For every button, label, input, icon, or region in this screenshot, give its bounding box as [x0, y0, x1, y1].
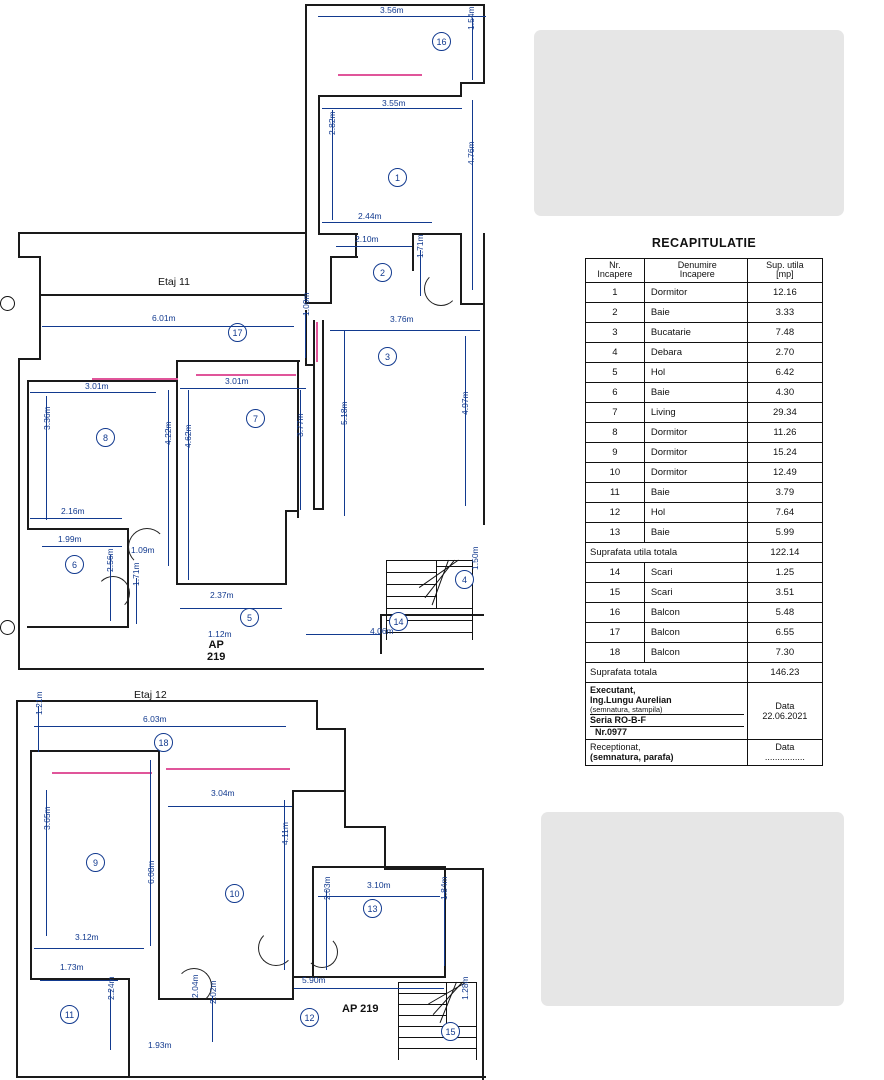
table-row [586, 442, 823, 462]
cell-suprafata: 6.42 [747, 362, 822, 382]
wall [176, 583, 286, 585]
wall [313, 508, 323, 510]
dim-1.71m: 1.71m [415, 234, 425, 258]
dim-line [330, 330, 480, 331]
dim-line [472, 100, 473, 290]
floor-label-etaj-12: Etaj 12 [134, 689, 167, 701]
cell-denumire: Baie [644, 302, 747, 322]
dim-4.62m: 4.62m [183, 424, 193, 448]
cell-denumire: Living [644, 402, 747, 422]
cell-denumire: Balcon [644, 622, 747, 642]
wall [460, 233, 462, 305]
door-swing [96, 576, 130, 610]
balcony-glazing [52, 772, 152, 774]
dim-1.50m: 1.50m [470, 546, 480, 570]
dim-3.56m: 3.56m [380, 5, 404, 15]
dim-line [42, 546, 122, 547]
dim-line [42, 326, 294, 327]
executant-block [586, 682, 748, 739]
cell-nr: 14 [586, 562, 645, 582]
cell-nr: 4 [586, 342, 645, 362]
room-number-1: 1 [388, 168, 407, 187]
subtotal-row-label: Suprafata utila totala [586, 542, 748, 562]
cell-nr: 5 [586, 362, 645, 382]
data-block-2 [747, 739, 822, 765]
table-header-row [586, 259, 823, 283]
header-sup-line2: [mp] [776, 269, 794, 280]
cell-nr: 11 [586, 482, 645, 502]
wall [384, 826, 386, 870]
dim-2.82m: 2.82m [327, 111, 337, 135]
header-denumire [644, 259, 747, 283]
wall [30, 750, 160, 752]
executant-serie: Seria RO-B-F [590, 714, 744, 725]
cell-suprafata: 7.30 [747, 642, 822, 662]
dim-1.28m: 1.28m [460, 976, 470, 1000]
dim-1.12m: 1.12m [208, 629, 232, 639]
cell-suprafata: 12.49 [747, 462, 822, 482]
cell-suprafata: 6.55 [747, 622, 822, 642]
wall [322, 320, 324, 510]
dim-5.18m: 5.18m [339, 401, 349, 425]
header-nr [586, 259, 645, 283]
cell-denumire: Dormitor [644, 422, 747, 442]
wall [460, 303, 485, 305]
room-number-7: 7 [246, 409, 265, 428]
dim-line [318, 896, 440, 897]
cell-denumire: Hol [644, 502, 747, 522]
dim-line [444, 890, 445, 966]
room-number-18: 18 [154, 733, 173, 752]
cell-denumire: Balcon [644, 602, 747, 622]
wall [318, 95, 462, 97]
dim-line [34, 948, 144, 949]
cell-nr: 1 [586, 282, 645, 302]
total-row-value: 146.23 [747, 662, 822, 682]
subtotal-row [586, 542, 823, 562]
table-row [586, 382, 823, 402]
wall [312, 866, 446, 868]
wall [344, 826, 386, 828]
wall [27, 626, 127, 628]
dim-3.12m: 3.12m [75, 932, 99, 942]
balcony-glazing [166, 768, 290, 770]
cell-denumire: Dormitor [644, 462, 747, 482]
cell-denumire: Hol [644, 362, 747, 382]
cell-suprafata: 15.24 [747, 442, 822, 462]
data-value-1: 22.06.2021 [762, 710, 808, 721]
recap-title: RECAPITULATIE [651, 236, 757, 250]
wall [285, 510, 299, 512]
wall [158, 750, 160, 1000]
cell-denumire: Balcon [644, 642, 747, 662]
dim-line [306, 634, 380, 635]
dim-line [305, 312, 306, 358]
dim-4.06m: 4.06m [370, 626, 394, 636]
dim-line [322, 108, 462, 109]
signature-executant-row [586, 682, 823, 739]
dim-6.08m: 6.08m [146, 860, 156, 884]
header-den-line2: Incapere [679, 269, 715, 280]
balcony-glazing [338, 74, 422, 76]
dim-line [300, 390, 301, 510]
cell-suprafata: 1.25 [747, 562, 822, 582]
wall [316, 728, 346, 730]
table-row [586, 362, 823, 382]
wall [39, 294, 305, 296]
room-number-3: 3 [378, 347, 397, 366]
recap-table [585, 258, 823, 766]
wall [318, 233, 358, 235]
dim-line [336, 246, 412, 247]
dim-line [465, 336, 466, 506]
dim-line [168, 806, 292, 807]
room-number-8: 8 [96, 428, 115, 447]
cell-denumire: Scari [644, 582, 747, 602]
total-row-label: Suprafata totala [586, 662, 748, 682]
cell-nr: 3 [586, 322, 645, 342]
executant-name: Ing.Lungu Aurelian [590, 695, 672, 706]
header-den-line1: Denumire [677, 260, 717, 270]
balcony-glazing [316, 322, 318, 362]
cell-suprafata: 2.70 [747, 342, 822, 362]
cell-nr: 12 [586, 502, 645, 522]
dim-3.65m: 3.65m [42, 806, 52, 830]
wall [39, 294, 41, 360]
wall [128, 978, 130, 1078]
table-row [586, 642, 823, 662]
dim-1.09m-b: 1.09m [131, 545, 155, 555]
dim-line [30, 518, 122, 519]
data-block-1 [747, 682, 822, 739]
dim-2.04m: 2.04m [190, 974, 200, 998]
cell-denumire: Baie [644, 482, 747, 502]
dim-line [180, 608, 282, 609]
wall [16, 1076, 486, 1078]
room-number-10: 10 [225, 884, 244, 903]
redaction-box-bottom [541, 812, 844, 1006]
data-value-2: ................ [764, 752, 805, 763]
header-nr-line1: Nr. [609, 260, 621, 270]
dim-4.11m: 4.11m [280, 822, 290, 845]
edge-marker-1 [0, 296, 15, 311]
wall [318, 95, 320, 235]
dim-line [326, 890, 327, 970]
room-number-16: 16 [432, 32, 451, 51]
room-number-4: 4 [455, 570, 474, 589]
executant-label: Executant, [590, 684, 636, 695]
wall [18, 232, 20, 258]
dim-line [168, 390, 169, 566]
dim-1.84m: 1.84m [439, 876, 449, 900]
receptionat-block [586, 739, 748, 765]
dim-4.22m: 4.22m [163, 421, 173, 445]
table-row [586, 342, 823, 362]
wall [412, 233, 414, 271]
door-swing [424, 272, 458, 306]
table-row [586, 482, 823, 502]
dim-4.76m: 4.76m [466, 141, 476, 165]
cell-denumire: Dormitor [644, 442, 747, 462]
dim-line [30, 392, 156, 393]
cell-suprafata: 11.26 [747, 422, 822, 442]
wall [460, 82, 485, 84]
table-row [586, 502, 823, 522]
room-number-12: 12 [300, 1008, 319, 1027]
dim-line [34, 726, 286, 727]
wall [483, 233, 485, 525]
cell-nr: 7 [586, 402, 645, 422]
dim-1.09m: 1.09m [301, 292, 311, 316]
table-row [586, 522, 823, 542]
cell-nr: 2 [586, 302, 645, 322]
dim-2.24m: 2.24m [106, 976, 116, 1000]
dim-2.10m: 2.10m [355, 234, 379, 244]
cell-suprafata: 3.51 [747, 582, 822, 602]
wall [344, 728, 346, 828]
executant-nr: Nr.0977 [590, 726, 744, 737]
dim-4.97m: 4.97m [460, 391, 470, 415]
dim-3.36m: 3.36m [42, 406, 52, 430]
dim-1.71m-b: 1.71m [131, 562, 141, 586]
dim-3.10m: 3.10m [367, 880, 391, 890]
apartment-tag-lower: AP 219 [342, 1003, 379, 1015]
table-row [586, 322, 823, 342]
header-suprafata [747, 259, 822, 283]
table-row [586, 402, 823, 422]
cell-denumire: Dormitor [644, 282, 747, 302]
wall [176, 360, 178, 585]
wall [27, 528, 127, 530]
cell-nr: 13 [586, 522, 645, 542]
table-row [586, 582, 823, 602]
wall [384, 868, 484, 870]
room-number-6: 6 [65, 555, 84, 574]
redaction-box-top [534, 30, 844, 216]
cell-nr: 6 [586, 382, 645, 402]
cell-nr: 16 [586, 602, 645, 622]
cell-suprafata: 5.48 [747, 602, 822, 622]
wall [460, 82, 462, 96]
room-number-14: 14 [389, 612, 408, 631]
wall [305, 4, 307, 304]
dim-1.73m: 1.73m [60, 962, 84, 972]
table-row [586, 622, 823, 642]
dim-2.03m: 2.03m [322, 876, 332, 900]
dim-6.03m: 6.03m [143, 714, 167, 724]
door-swing [258, 930, 294, 966]
dim-2.02m: 2.02m [208, 980, 218, 1004]
wall [18, 232, 306, 234]
dim-2.44m: 2.44m [358, 211, 382, 221]
receptionat-note: (semnatura, parafa) [590, 752, 674, 763]
cell-denumire: Bucatarie [644, 322, 747, 342]
dim-1.99m: 1.99m [58, 534, 82, 544]
cell-nr: 17 [586, 622, 645, 642]
dim-1.21m: 1.21m [34, 691, 44, 715]
table-row [586, 602, 823, 622]
signature-receptionat-row [586, 739, 823, 765]
cell-suprafata: 7.48 [747, 322, 822, 342]
dim-line [294, 988, 444, 989]
cell-nr: 18 [586, 642, 645, 662]
dim-2.16m: 2.16m [61, 506, 85, 516]
wall [330, 256, 332, 304]
wall [313, 320, 315, 510]
dim-line [188, 390, 189, 580]
cell-nr: 10 [586, 462, 645, 482]
dim-line [318, 16, 486, 17]
dim-3.76m: 3.76m [390, 314, 414, 324]
wall [297, 360, 299, 518]
table-row [586, 282, 823, 302]
table-row [586, 562, 823, 582]
cell-denumire: Debara [644, 342, 747, 362]
cell-nr: 8 [586, 422, 645, 442]
wall [482, 868, 484, 1080]
apartment-tag-line1: AP [208, 639, 224, 651]
cell-suprafata: 29.34 [747, 402, 822, 422]
dim-1.93m: 1.93m [148, 1040, 172, 1050]
dim-3.04m: 3.04m [211, 788, 235, 798]
wall [292, 790, 294, 1000]
executant-note: (semnatura, stampila) [590, 704, 663, 714]
header-nr-line2: Incapere [597, 269, 633, 280]
total-row [586, 662, 823, 682]
dim-1.54m: 1.54m [466, 6, 476, 30]
subtotal-row-value: 122.14 [747, 542, 822, 562]
edge-marker-2 [0, 620, 15, 635]
dim-3.01m-a: 3.01m [85, 381, 109, 391]
apartment-tag-line2: 219 [207, 650, 226, 663]
cell-suprafata: 7.64 [747, 502, 822, 522]
dim-line [322, 222, 432, 223]
receptionat-label: Receptionat, [590, 741, 641, 752]
cell-denumire: Scari [644, 562, 747, 582]
room-number-9: 9 [86, 853, 105, 872]
table-row [586, 462, 823, 482]
room-number-2: 2 [373, 263, 392, 282]
wall [176, 360, 300, 362]
cell-denumire: Baie [644, 382, 747, 402]
dim-line [180, 388, 306, 389]
dim-6.01m: 6.01m [152, 313, 176, 323]
dim-3.77m: 3.77m [295, 413, 305, 437]
wall [18, 256, 40, 258]
cell-suprafata: 12.16 [747, 282, 822, 302]
cell-denumire: Baie [644, 522, 747, 542]
wall [16, 700, 18, 1078]
balcony-glazing [92, 378, 178, 380]
dim-3.55m: 3.55m [382, 98, 406, 108]
floor-label-etaj-11: Etaj 11 [158, 276, 190, 288]
room-number-15: 15 [441, 1022, 460, 1041]
cell-suprafata: 4.30 [747, 382, 822, 402]
table-row [586, 422, 823, 442]
dim-2.37m: 2.37m [210, 590, 234, 600]
data-label-2: Data [775, 741, 795, 752]
wall [18, 668, 484, 670]
wall [285, 510, 287, 585]
room-number-11: 11 [60, 1005, 79, 1024]
wall [292, 790, 344, 792]
table-row [586, 302, 823, 322]
room-number-17: 17 [228, 323, 247, 342]
header-sup-line1: Sup. utila [766, 260, 804, 270]
cell-suprafata: 3.79 [747, 482, 822, 502]
wall [158, 998, 294, 1000]
room-number-5: 5 [240, 608, 259, 627]
dim-line [150, 760, 151, 946]
dim-2.56m: 2.56m [105, 548, 115, 572]
data-label-1: Data [775, 700, 795, 711]
wall [30, 750, 32, 980]
cell-nr: 15 [586, 582, 645, 602]
cell-nr: 9 [586, 442, 645, 462]
room-number-13: 13 [363, 899, 382, 918]
wall [39, 256, 41, 296]
wall [316, 700, 318, 730]
dim-3.01m-b: 3.01m [225, 376, 249, 386]
wall [18, 358, 40, 360]
door-swing [306, 936, 338, 968]
cell-suprafata: 5.99 [747, 522, 822, 542]
wall [330, 256, 358, 258]
wall [18, 358, 20, 670]
cell-suprafata: 3.33 [747, 302, 822, 322]
wall [27, 380, 29, 530]
apartment-tag-upper [207, 640, 225, 663]
dim-5.90m: 5.90m [302, 975, 326, 985]
